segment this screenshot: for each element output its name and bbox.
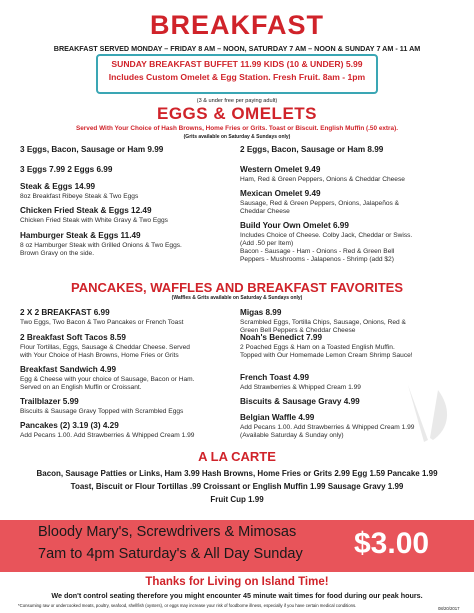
menu-item-description: Add Pecans 1.00. Add Strawberries & Whipped Cream 1.99 bbox=[240, 424, 415, 431]
hours-text: BREAKFAST SERVED MONDAY – FRIDAY 8 AM – NOON, SATURDAY 7 AM – NOON & SUNDAY 7 AM - 11 AM bbox=[53, 44, 421, 53]
menu-item-description: Flour Tortillas, Eggs, Sausage & Cheddar Cheese. Served bbox=[20, 344, 190, 351]
ala-carte-row-3: Fruit Cup 1.99 bbox=[210, 495, 264, 504]
buffet-line-1: SUNDAY BREAKFAST BUFFET 11.99 KIDS (10 & UNDER) 5.99 bbox=[111, 59, 363, 69]
menu-item-description: Brown Gravy on the side. bbox=[20, 250, 95, 257]
menu-item-description: Bacon - Sausage - Ham - Onions - Red & Green Bell bbox=[240, 248, 395, 255]
ala-carte-title: A LA CARTE bbox=[198, 449, 276, 464]
menu-item-name: 2 Eggs, Bacon, Sausage or Ham 8.99 bbox=[240, 145, 384, 154]
menu-item-name: Noah's Benedict 7.99 bbox=[240, 333, 323, 342]
menu-item-name: Western Omelet 9.49 bbox=[240, 165, 321, 174]
drink-line-2: 7am to 4pm Saturday's & All Day Sunday bbox=[38, 546, 303, 562]
menu-item-name: Hamburger Steak & Eggs 11.49 bbox=[20, 231, 141, 240]
menu-item-name: Trailblazer 5.99 bbox=[20, 397, 79, 406]
buffet-line-2: Includes Custom Omelet & Egg Station. Fresh Fruit. 8am - 1pm bbox=[108, 72, 366, 82]
menu-item-name: Pancakes (2) 3.19 (3) 4.29 bbox=[20, 421, 119, 430]
menu-item-description: Includes Choice of Cheese. Colby Jack, Cheddar or Swiss. bbox=[240, 232, 413, 239]
menu-item-description: Green Bell Peppers & Cheddar Cheese bbox=[240, 327, 356, 334]
menu-item-description: (Add .50 per Item) bbox=[240, 240, 294, 247]
menu-item-description: Two Eggs, Two Bacon & Two Pancakes or French Toast bbox=[20, 319, 184, 326]
menu-item-description: 8oz Breakfast Ribeye Steak & Two Eggs bbox=[20, 193, 139, 200]
menu-item-name: 2 Breakfast Soft Tacos 8.59 bbox=[20, 333, 126, 342]
eggs-section-title: EGGS & OMELETS bbox=[156, 104, 318, 123]
thanks-text: Thanks for Living on Island Time! bbox=[145, 576, 329, 588]
menu-item-name: Belgian Waffle 4.99 bbox=[240, 413, 315, 422]
menu-item-description: Chicken Fried Steak with White Gravy & Two Eggs bbox=[20, 217, 168, 224]
pancakes-section-title: PANCAKES, WAFFLES AND BREAKFAST FAVORITES bbox=[71, 280, 403, 295]
ala-carte-row-1: Bacon, Sausage Patties or Links, Ham 3.99 Hash Browns, Home Fries or Grits 2.99 Egg 1.59 Pancake 1.99 bbox=[36, 469, 438, 478]
menu-item-name: 3 Eggs 7.99 2 Eggs 6.99 bbox=[20, 165, 113, 174]
menu-item-name: Mexican Omelet 9.49 bbox=[240, 189, 321, 198]
menu-item-name: 2 X 2 BREAKFAST 6.99 bbox=[20, 308, 110, 317]
seating-notice: We don't control seating therefore you might encounter 45 minute wait times for food during our peak hours. bbox=[51, 591, 423, 600]
menu-item-name: Migas 8.99 bbox=[240, 308, 282, 317]
menu-item-description: with Your Choice of Hash Browns, Home Fries or Grits bbox=[20, 352, 179, 359]
pancakes-section-note-small: (Waffles & Grits available on Saturday & Sundays only) bbox=[171, 295, 303, 301]
menu-item-description: Ham, Red & Green Peppers, Onions & Cheddar Cheese bbox=[240, 176, 405, 183]
menu-item-description: Add Pecans 1.00. Add Strawberries & Whipped Cream 1.99 bbox=[20, 432, 195, 439]
menu-item-name: Biscuits & Sausage Gravy 4.99 bbox=[240, 397, 360, 406]
menu-item-name: French Toast 4.99 bbox=[240, 373, 310, 382]
buffet-note: (3 & under free per paying adult) bbox=[196, 98, 278, 104]
menu-item-name: Chicken Fried Steak & Eggs 12.49 bbox=[20, 206, 152, 215]
drink-price: $3.00 bbox=[354, 527, 430, 560]
menu-code: 08/20/2017 bbox=[438, 606, 460, 611]
health-warning: *Consuming raw or undercooked meats, poultry, seafood, shellfish (oysters), or eggs may increase your risk of foodborne illness, especially if you have certain medical conditions. bbox=[18, 603, 357, 608]
menu-item-description: Scrambled Eggs, Tortilla Chips, Sausage, Onions, Red & bbox=[240, 319, 406, 326]
menu-item-description: 2 Poached Eggs & Ham on a Toasted English Muffin. bbox=[240, 344, 395, 351]
menu-item-description: Served on an English Muffin or Croissant. bbox=[20, 384, 142, 391]
menu-item-description: Cheddar Cheese bbox=[240, 208, 290, 215]
eggs-section-note-small: (Grits available on Saturday & Sundays only) bbox=[183, 134, 291, 140]
ala-carte-row-2: Toast, Biscuit or Flour Tortillas .99 Croissant or English Muffin 1.99 Sausage Gravy 1.99 bbox=[70, 482, 404, 491]
menu-item-description: 8 oz Hamburger Steak with Grilled Onions & Two Eggs. bbox=[20, 242, 182, 249]
menu-item-description: Egg & Cheese with your choice of Sausage, Bacon or Ham. bbox=[20, 376, 195, 383]
page-title: BREAKFAST bbox=[149, 10, 324, 40]
menu-item-description: (Available Saturday & Sunday only) bbox=[240, 432, 344, 439]
menu-item-description: Biscuits & Sausage Gravy Topped with Scrambled Eggs bbox=[20, 408, 184, 415]
menu-item-name: Build Your Own Omelet 6.99 bbox=[240, 221, 349, 230]
menu-item-description: Topped with Our Homemade Lemon Cream Shrimp Sauce! bbox=[240, 352, 413, 359]
menu-item-name: Breakfast Sandwich 4.99 bbox=[20, 365, 117, 374]
menu-item-name: Steak & Eggs 14.99 bbox=[20, 182, 96, 191]
menu-item-name: 3 Eggs, Bacon, Sausage or Ham 9.99 bbox=[20, 145, 164, 154]
menu-item-description: Add Strawberries & Whipped Cream 1.99 bbox=[240, 384, 361, 391]
drink-line-1: Bloody Mary's, Screwdrivers & Mimosas bbox=[38, 524, 297, 540]
menu-item-description: Sausage, Red & Green Peppers, Onions, Jalapeños & bbox=[240, 200, 400, 207]
eggs-section-note: Served With Your Choice of Hash Browns, Home Fries or Grits. Toast or Biscuit. English Muffin (.50 extra). bbox=[75, 125, 398, 132]
menu-item-description: Peppers - Mushrooms - Jalapenos - Shrimp (add $2) bbox=[240, 256, 394, 263]
